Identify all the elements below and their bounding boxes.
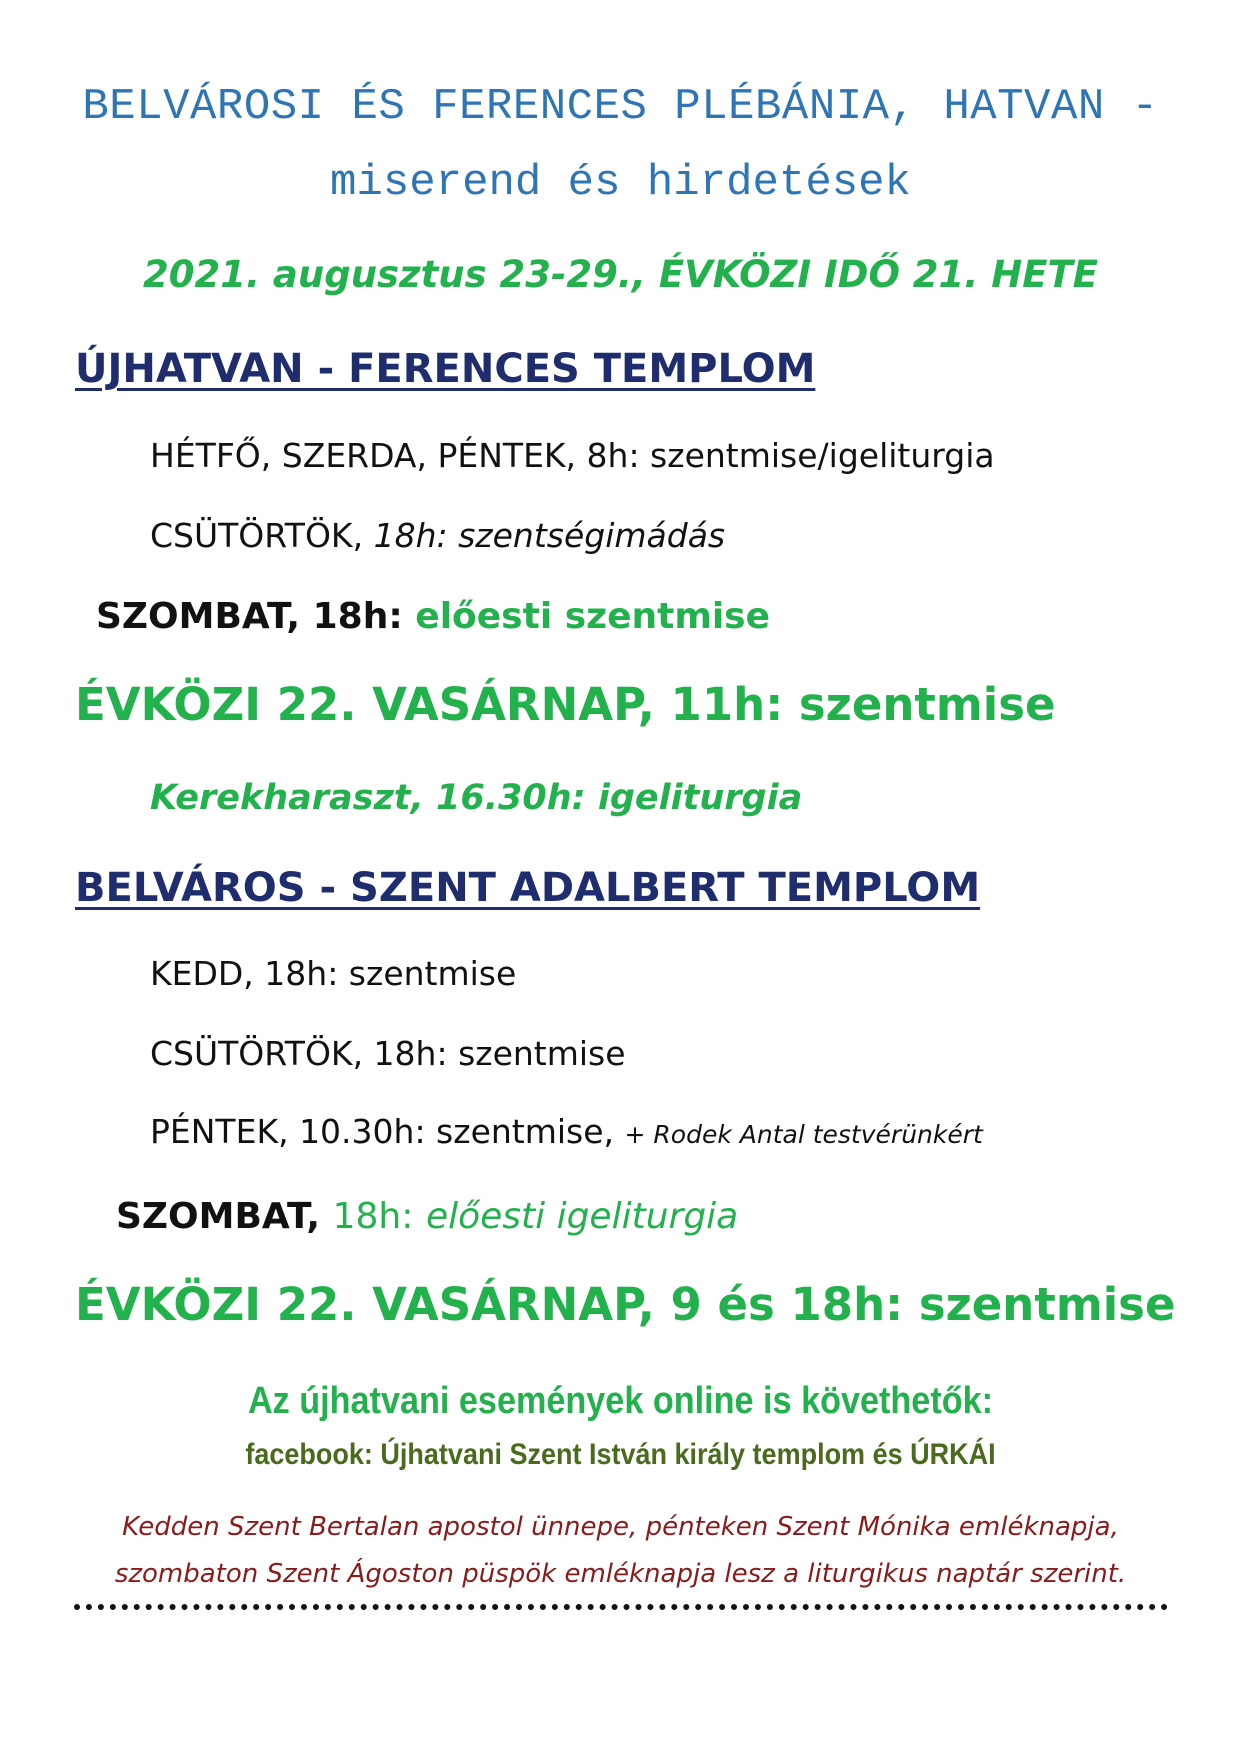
liturgical-remark-line1: Kedden Szent Bertalan apostol ünnepe, pénteken Szent Mónika emléknapja, <box>122 1512 1119 1542</box>
ujhatvan-thursday-rest: 18h: szentségimádás <box>373 516 726 555</box>
belvaros-friday-text: PÉNTEK, 10.30h: szentmise, <box>150 1112 615 1151</box>
parish-title: BELVÁROSI ÉS FERENCES PLÉBÁNIA, HATVAN - <box>82 82 1159 132</box>
belvaros-friday-line <box>150 1112 983 1151</box>
ujhatvan-heading: ÚJHATVAN - FERENCES TEMPLOM <box>75 346 816 392</box>
liturgical-remark-line2: szombaton Szent Ágoston püspök emléknapja lesz a liturgikus naptár szerint. <box>114 1559 1127 1589</box>
ujhatvan-thursday-day: CSÜTÖRTÖK, <box>150 516 364 555</box>
online-notice: Az újhatvani események online is követhetők: <box>247 1380 994 1422</box>
belvaros-tuesday-line: KEDD, 18h: szentmise <box>150 954 517 993</box>
parish-subtitle: miserend és hirdetések <box>330 158 911 208</box>
kerekharaszt-line: Kerekharaszt, 16.30h: igeliturgia <box>150 778 803 818</box>
ujhatvan-weekday-line: HÉTFŐ, SZERDA, PÉNTEK, 8h: szentmise/igeliturgia <box>150 436 995 475</box>
dotted-divider <box>74 1604 1168 1610</box>
belvaros-sunday-line: ÉVKÖZI 22. VASÁRNAP, 9 és 18h: szentmise <box>75 1278 1176 1331</box>
belvaros-saturday-rest: előesti igeliturgia <box>425 1196 739 1237</box>
ujhatvan-thursday-line <box>150 516 725 555</box>
belvaros-saturday-time: 18h: <box>332 1196 414 1237</box>
ujhatvan-saturday-line <box>96 596 770 637</box>
ujhatvan-saturday-day: SZOMBAT, 18h: <box>96 596 403 637</box>
belvaros-saturday-day: SZOMBAT, <box>116 1196 321 1237</box>
ujhatvan-sunday-line: ÉVKÖZI 22. VASÁRNAP, 11h: szentmise <box>75 678 1056 731</box>
belvaros-thursday-line: CSÜTÖRTÖK, 18h: szentmise <box>150 1034 626 1073</box>
belvaros-saturday-line <box>116 1196 738 1237</box>
belvaros-friday-intention: + Rodek Antal testvérünkért <box>624 1120 983 1149</box>
belvaros-heading: BELVÁROS - SZENT ADALBERT TEMPLOM <box>75 865 981 911</box>
ujhatvan-saturday-rest: előesti szentmise <box>415 596 771 637</box>
week-heading: 2021. augusztus 23-29., ÉVKÖZI IDŐ 21. HETE <box>142 253 1098 296</box>
facebook-notice: facebook: Újhatvani Szent István király templom és ÚRKÁI <box>245 1438 996 1471</box>
